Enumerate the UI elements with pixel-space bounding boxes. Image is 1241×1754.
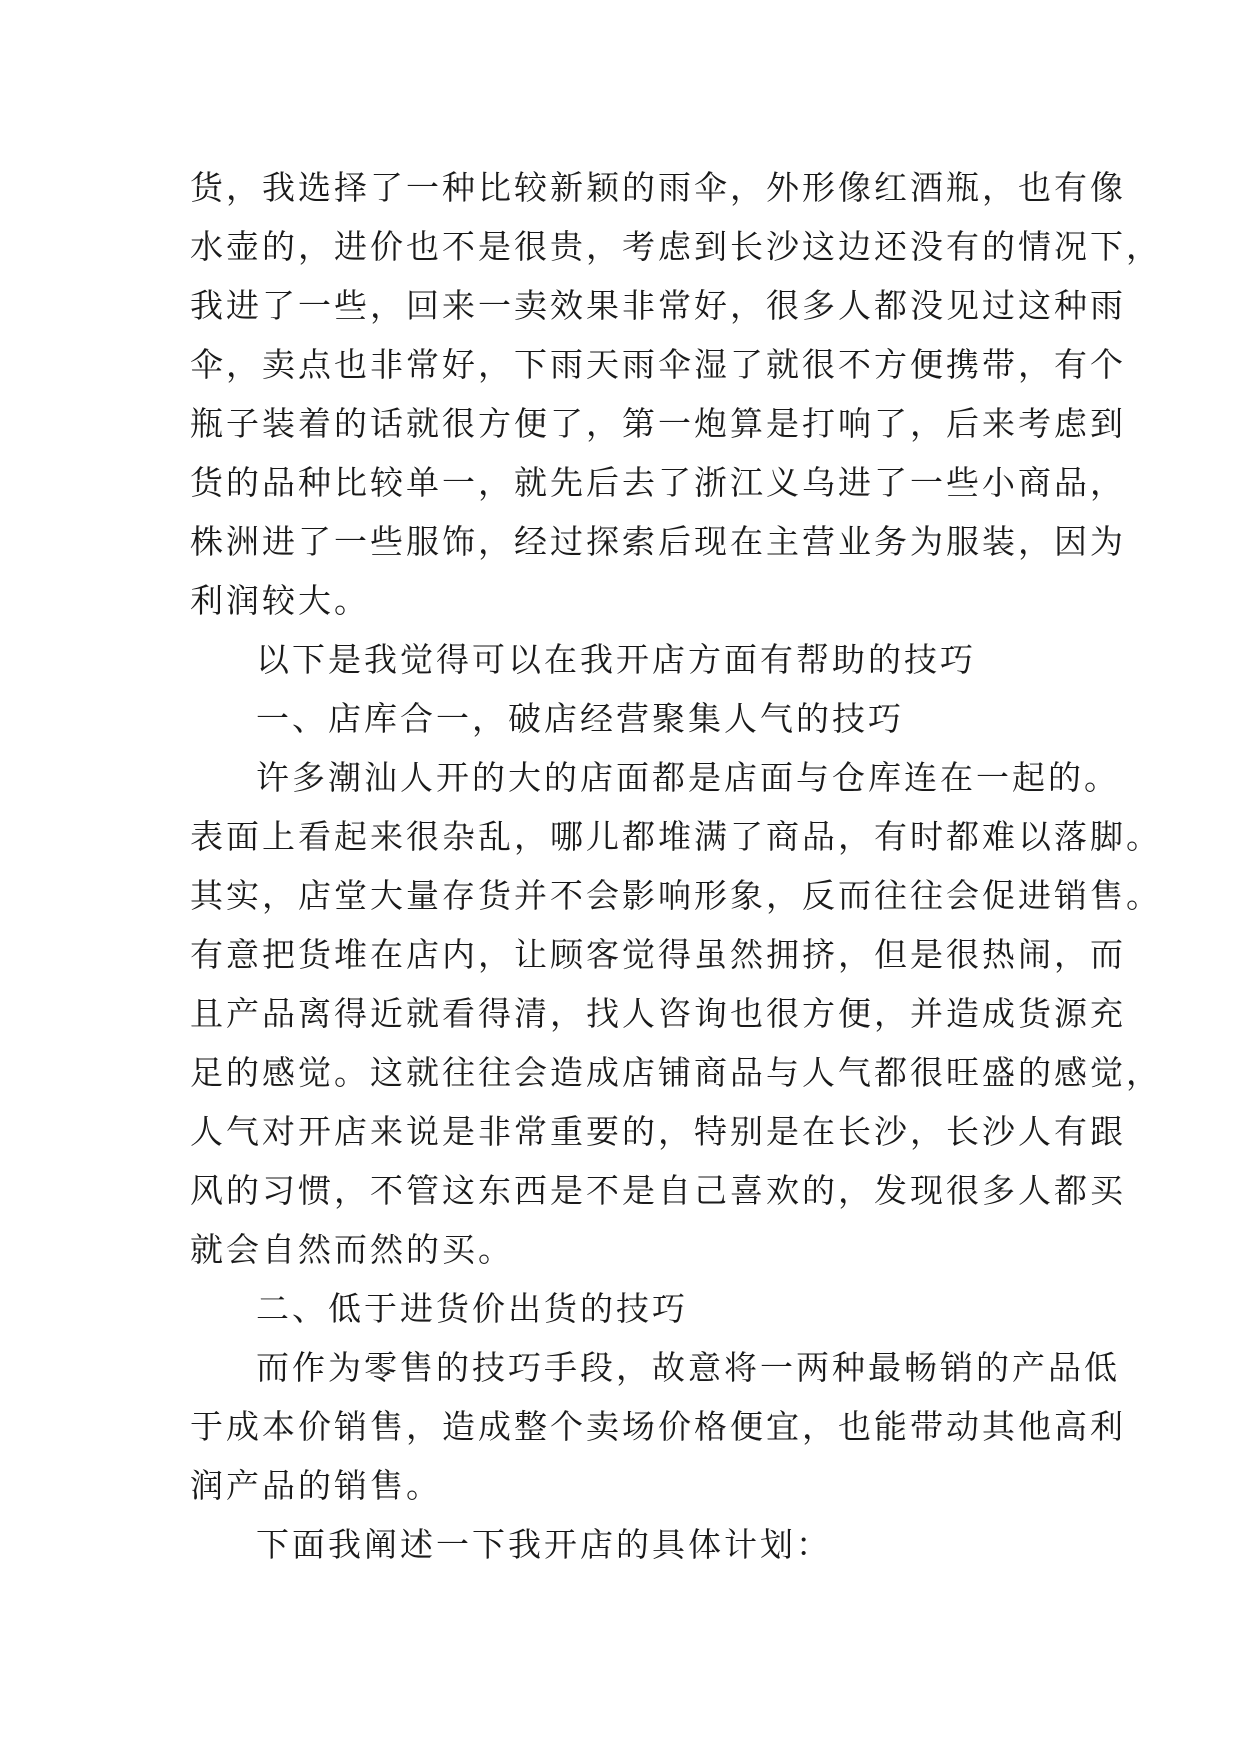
text-line: 表面上看起来很杂乱，哪儿都堆满了商品，有时都难以落脚。: [190, 817, 1162, 856]
text-line: 下面我阐述一下我开店的具体计划：: [256, 1525, 832, 1564]
text-line: 利润较大。: [190, 581, 370, 620]
text-line: 于成本价销售，造成整个卖场价格便宜，也能带动其他高利: [190, 1407, 1126, 1446]
text-line: 而作为零售的技巧手段，故意将一两种最畅销的产品低: [256, 1348, 1120, 1387]
text-line: 就会自然而然的买。: [190, 1230, 514, 1269]
text-line: 货，我选择了一种比较新颖的雨伞，外形像红酒瓶，也有像: [190, 168, 1126, 207]
text-line: 人气对开店来说是非常重要的，特别是在长沙，长沙人有跟: [190, 1112, 1126, 1151]
body-text: [190, 158, 1162, 1574]
text-line: 株洲进了一些服饰，经过探索后现在主营业务为服装，因为: [190, 522, 1126, 561]
text-line: 许多潮汕人开的大的店面都是店面与仓库连在一起的。: [256, 758, 1120, 797]
text-line: 货的品种比较单一，就先后去了浙江义乌进了一些小商品，: [190, 463, 1126, 502]
text-line: 有意把货堆在店内，让顾客觉得虽然拥挤，但是很热闹，而: [190, 935, 1126, 974]
text-line: 我进了一些，回来一卖效果非常好，很多人都没见过这种雨: [190, 286, 1126, 325]
text-line: 其实，店堂大量存货并不会影响形象，反而往往会促进销售。: [190, 876, 1162, 915]
text-line: 伞，卖点也非常好，下雨天雨伞湿了就很不方便携带，有个: [190, 345, 1126, 384]
text-line: 足的感觉。这就往往会造成店铺商品与人气都很旺盛的感觉，: [190, 1053, 1162, 1092]
text-line: 一、店库合一，破店经营聚集人气的技巧: [256, 699, 904, 738]
text-line: 瓶子装着的话就很方便了，第一炮算是打响了，后来考虑到: [190, 404, 1126, 443]
text-line: 且产品离得近就看得清，找人咨询也很方便，并造成货源充: [190, 994, 1126, 1033]
text-line: 润产品的销售。: [190, 1466, 442, 1505]
text-line: 风的习惯，不管这东西是不是自己喜欢的，发现很多人都买: [190, 1171, 1126, 1210]
text-line: 以下是我觉得可以在我开店方面有帮助的技巧: [256, 640, 976, 679]
text-line: 二、低于进货价出货的技巧: [256, 1289, 688, 1328]
text-line: 水壶的，进价也不是很贵，考虑到长沙这边还没有的情况下，: [190, 227, 1162, 266]
